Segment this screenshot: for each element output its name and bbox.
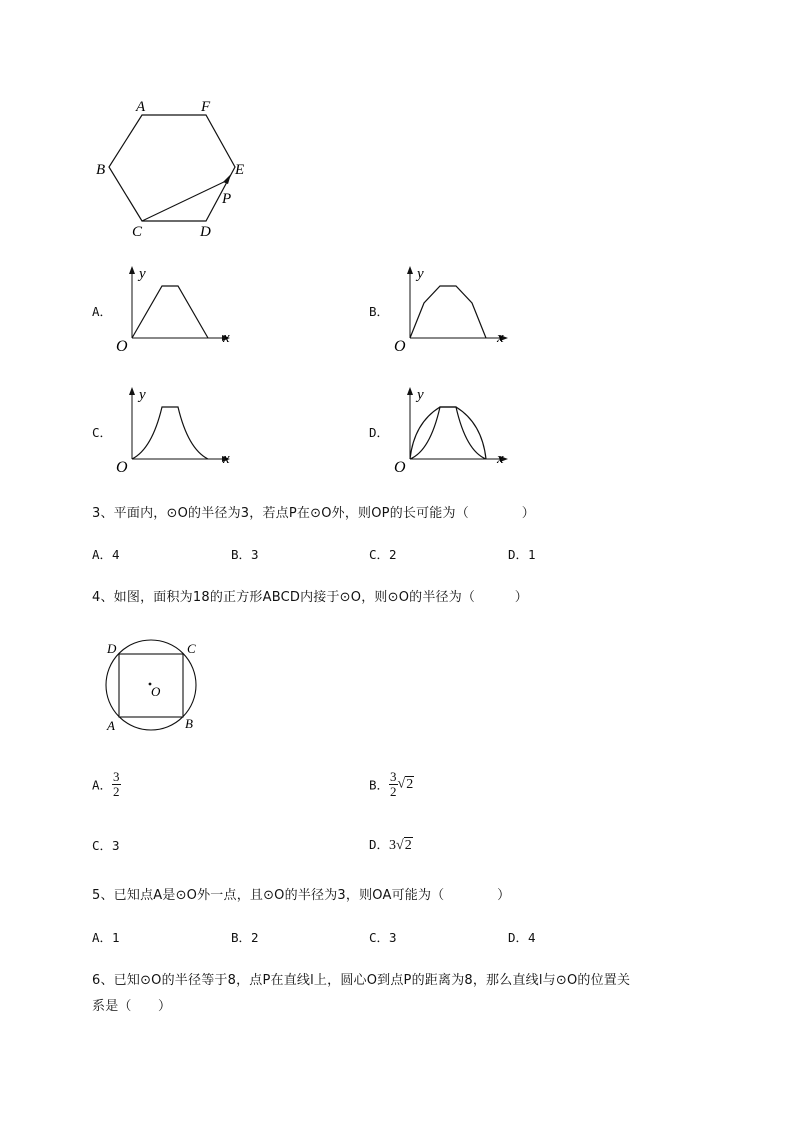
graph-c	[112, 383, 242, 475]
q5-option-c: C．3	[369, 930, 397, 945]
graph-a	[112, 262, 242, 354]
label-p: P	[222, 191, 232, 207]
graph-d	[390, 383, 520, 475]
question-4-text: 4、如图，面积为18的正方形ABCD内接于⊙O，则⊙O的半径为（ ）	[92, 590, 528, 605]
arrow-head	[223, 174, 231, 184]
graph-c-x: x	[223, 451, 230, 467]
graph-b-curve	[410, 286, 486, 338]
fig4-label-c: C	[187, 641, 196, 656]
graph-c-curve	[132, 407, 208, 459]
label-d: D	[200, 224, 211, 240]
q5-option-d: D．4	[508, 930, 536, 945]
question-6-line1: 6、已知⊙O的半径等于8，点P在直线l上，圆心O到点P的距离为8，那么直线l与⊙O的位置关	[92, 973, 631, 988]
q4-option-b-fraction: $\frac{3}{2}$	[390, 769, 397, 799]
q3-option-b: B．3	[231, 547, 259, 562]
label-c: C	[132, 224, 143, 240]
graph-c-y: y	[139, 387, 146, 403]
graph-d-y: y	[417, 387, 424, 403]
fig4-label-d: D	[107, 641, 117, 656]
option-d-label: D．	[369, 425, 390, 440]
graph-a-curve	[132, 286, 208, 338]
q4-option-d-label: D．	[369, 837, 390, 852]
graph-b	[390, 262, 520, 354]
graph-b-o: O	[394, 338, 406, 354]
fig4-label-a: A	[107, 718, 115, 733]
label-b: B	[96, 162, 106, 178]
question-3-text: 3、平面内，⊙O的半径为3，若点P在⊙O外，则OP的长可能为（ ）	[92, 506, 535, 521]
hexagon-shape	[109, 115, 235, 221]
label-e: E	[235, 162, 245, 178]
segment-cp	[142, 180, 228, 221]
graph-b-x: x	[497, 330, 504, 346]
q4-option-d-sqrt: √2	[396, 838, 412, 853]
label-f: F	[201, 99, 211, 115]
q4-option-d-coef: 3	[389, 838, 397, 853]
q4-option-a-label: A．	[92, 777, 113, 793]
question-5-text: 5、已知点A是⊙O外一点，且⊙O的半径为3，则OA可能为（ ）	[92, 888, 511, 903]
option-c-label: C．	[92, 425, 113, 440]
label-a: A	[136, 99, 146, 115]
q4-option-d	[369, 834, 413, 854]
graph-c-o: O	[116, 459, 128, 475]
q5-option-b: B．2	[231, 930, 259, 945]
circle-square-figure	[100, 638, 210, 738]
graph-d-x: x	[497, 451, 504, 467]
q3-option-c: C．2	[369, 547, 397, 562]
q4-option-c: C．3	[92, 838, 120, 853]
q4-option-b	[369, 770, 414, 799]
option-b-label: B．	[369, 304, 390, 319]
hexagon-figure	[90, 92, 260, 242]
q4-option-a-fraction: $\frac{3}{2}$	[113, 769, 120, 799]
graph-d-o: O	[394, 459, 406, 475]
fig4-label-o: O	[151, 684, 161, 699]
q3-option-d: D．1	[508, 547, 536, 562]
graph-a-x: x	[223, 330, 230, 346]
question-6-line2: 系是（ ）	[92, 999, 172, 1014]
q3-option-a: A．4	[92, 547, 120, 562]
q5-option-a: A．1	[92, 930, 120, 945]
q4-option-a	[92, 770, 121, 799]
graph-a-o: O	[116, 338, 128, 354]
option-a-label: A．	[92, 304, 113, 319]
fig4-label-b: B	[185, 716, 193, 731]
q4-option-b-label: B．	[369, 777, 390, 793]
graph-b-y: y	[417, 266, 424, 282]
q4-option-b-sqrt: √2	[397, 776, 414, 792]
graph-d-curve-inner	[410, 407, 486, 459]
graph-a-y: y	[139, 266, 146, 282]
